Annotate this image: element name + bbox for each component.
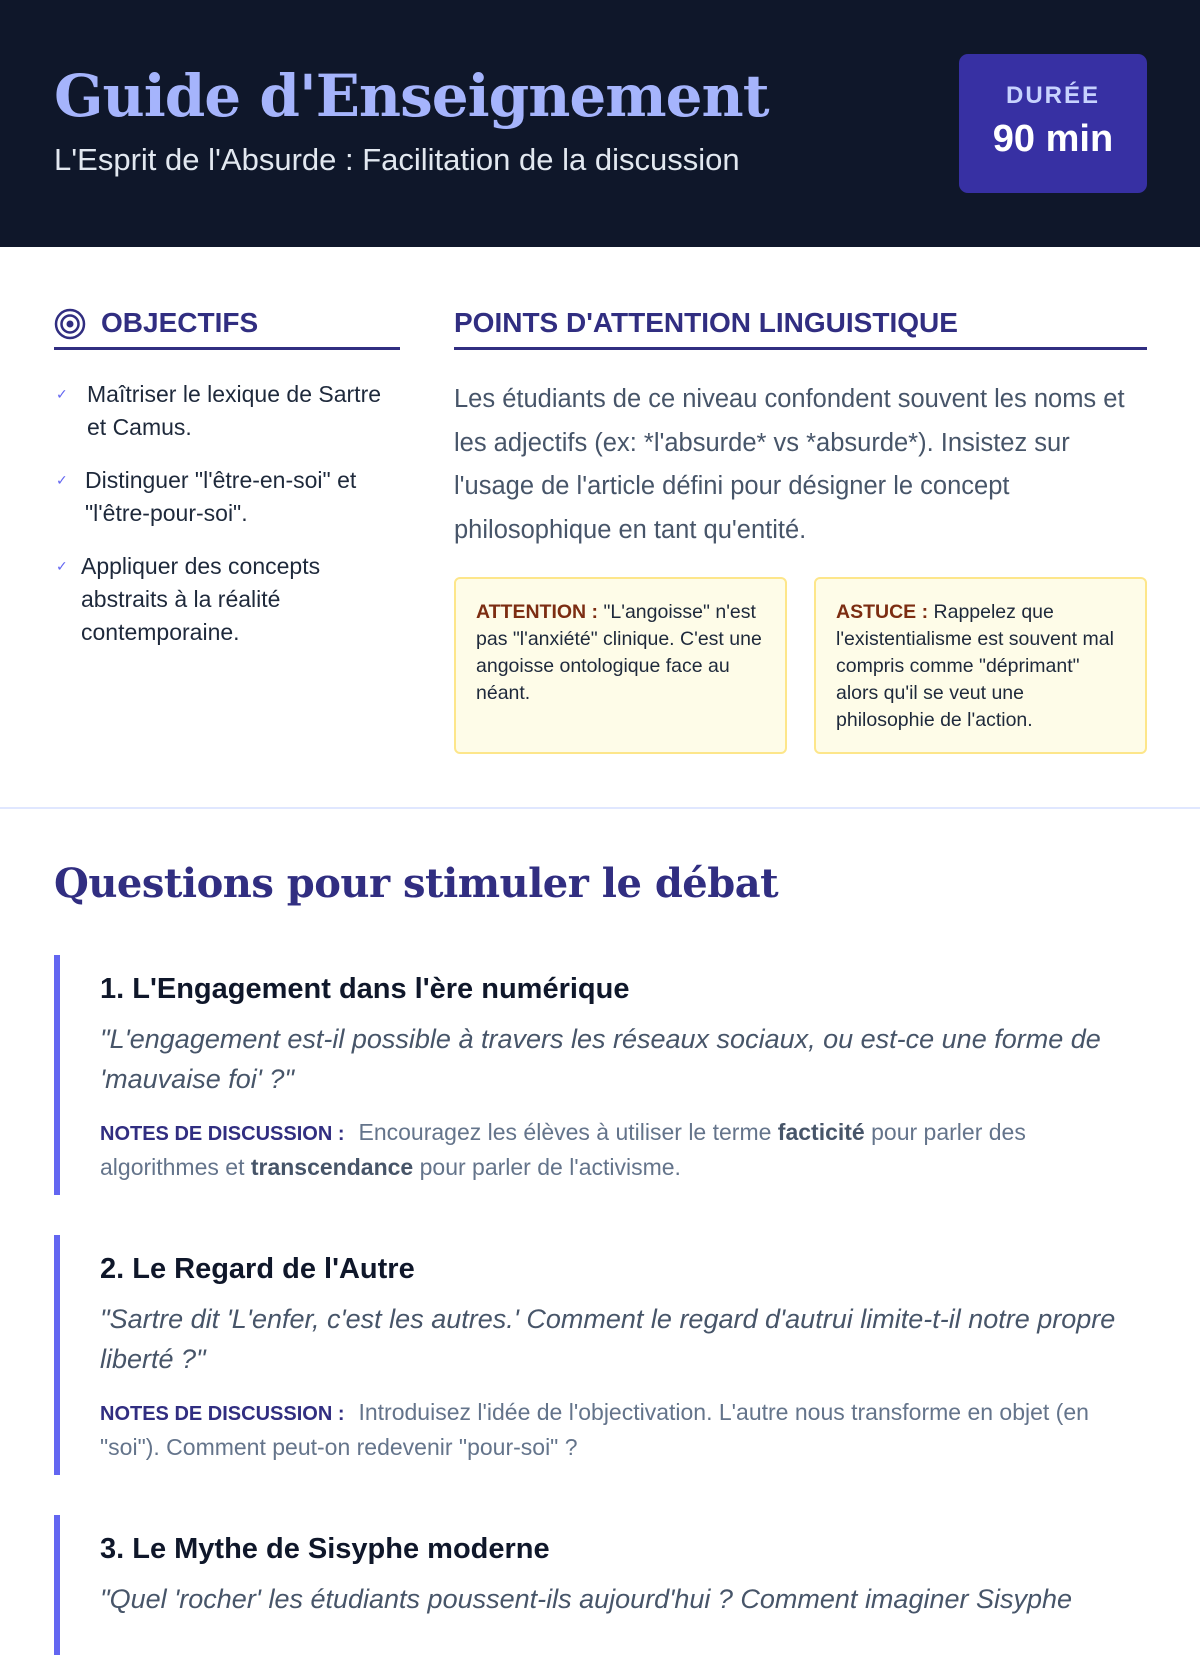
page-subtitle: L'Esprit de l'Absurde : Facilitation de la discussion (54, 142, 740, 177)
objectives-heading (54, 304, 400, 350)
discussion-notes (100, 1116, 1140, 1184)
attention-text: "L'angoisse" n'est pas "l'anxiété" clinique. C'est une angoisse ontologique face au néant. (476, 601, 762, 704)
duration-label: DURÉE (1005, 82, 1100, 109)
check-icon: ✓ (56, 472, 68, 488)
notes-label: NOTES DE DISCUSSION : (100, 1403, 345, 1425)
question-title: 1. L'Engagement dans l'ère numérique (100, 973, 630, 1005)
duration-badge (959, 54, 1147, 193)
notes-term: facticité (777, 1119, 865, 1145)
objective-item (54, 378, 400, 444)
objectives-heading-label: OBJECTIFS (101, 307, 259, 338)
notes-term: transcendance (250, 1154, 414, 1180)
check-icon: ✓ (56, 386, 68, 402)
question-card (54, 955, 1154, 1195)
tip-label: ASTUCE : (836, 601, 929, 623)
page-title: Guide d'Enseignement (54, 62, 769, 130)
duration-value: 90 min (992, 118, 1114, 160)
notes-text: Encouragez les élèves à utiliser le terme (358, 1119, 778, 1145)
objective-text: Distinguer "l'être-en-soi" et "l'être-pour-soi". (85, 467, 357, 526)
question-quote: "Quel 'rocher' les étudiants poussent-ils aujourd'hui ? Comment imaginer Sisyphe (100, 1584, 1073, 1614)
target-icon (54, 308, 86, 340)
objective-item (54, 464, 400, 530)
questions-title: Questions pour stimuler le débat (54, 860, 779, 907)
tip-callout (814, 577, 1147, 754)
discussion-notes (100, 1396, 1140, 1464)
question-card (54, 1235, 1154, 1475)
attention-callout (454, 577, 787, 754)
objectives-list (54, 378, 400, 669)
notes-text: pour parler de l'activisme. (413, 1154, 681, 1180)
question-quote: "Sartre dit 'L'enfer, c'est les autres.' Comment le regard d'autrui limite-t-il notre propre liberté ?" (100, 1304, 1116, 1374)
page-header (0, 0, 1200, 247)
objective-text: Maîtriser le lexique de Sartre et Camus. (87, 381, 382, 440)
question-title: 2. Le Regard de l'Autre (100, 1253, 415, 1285)
notes-text: pour parler des algorithmes et (100, 1119, 1026, 1180)
question-quote: "L'engagement est-il possible à travers les réseaux sociaux, ou est-ce une forme de 'mauvaise foi' ?" (100, 1024, 1101, 1094)
tip-text: Rappelez que l'existentialisme est souvent mal compris comme "déprimant" alors qu'il se veut une philosophie de l'action. (836, 601, 1114, 731)
question-card (54, 1515, 1154, 1655)
question-title: 3. Le Mythe de Sisyphe moderne (100, 1533, 550, 1565)
linguistic-body: Les étudiants de ce niveau confondent souvent les noms et les adjectifs (ex: *l'absurde* vs *absurde*). Insistez sur l'usage de l'article défini pour désigner le concept philosophique en tant qu'entité. (454, 385, 1125, 544)
check-icon: ✓ (56, 558, 68, 574)
objective-item (54, 550, 400, 649)
notes-text: Introduisez l'idée de l'objectivation. L'autre nous transforme en objet (en "soi"). Comment peut-on redevenir "pour-soi" ? (100, 1399, 1089, 1460)
section-divider (0, 807, 1200, 809)
attention-label: ATTENTION : (476, 601, 599, 623)
notes-label: NOTES DE DISCUSSION : (100, 1123, 345, 1145)
objective-text: Appliquer des concepts abstraits à la réalité contemporaine. (81, 553, 321, 645)
linguistic-heading-label: POINTS D'ATTENTION LINGUISTIQUE (454, 307, 958, 338)
linguistic-heading (454, 304, 1147, 350)
